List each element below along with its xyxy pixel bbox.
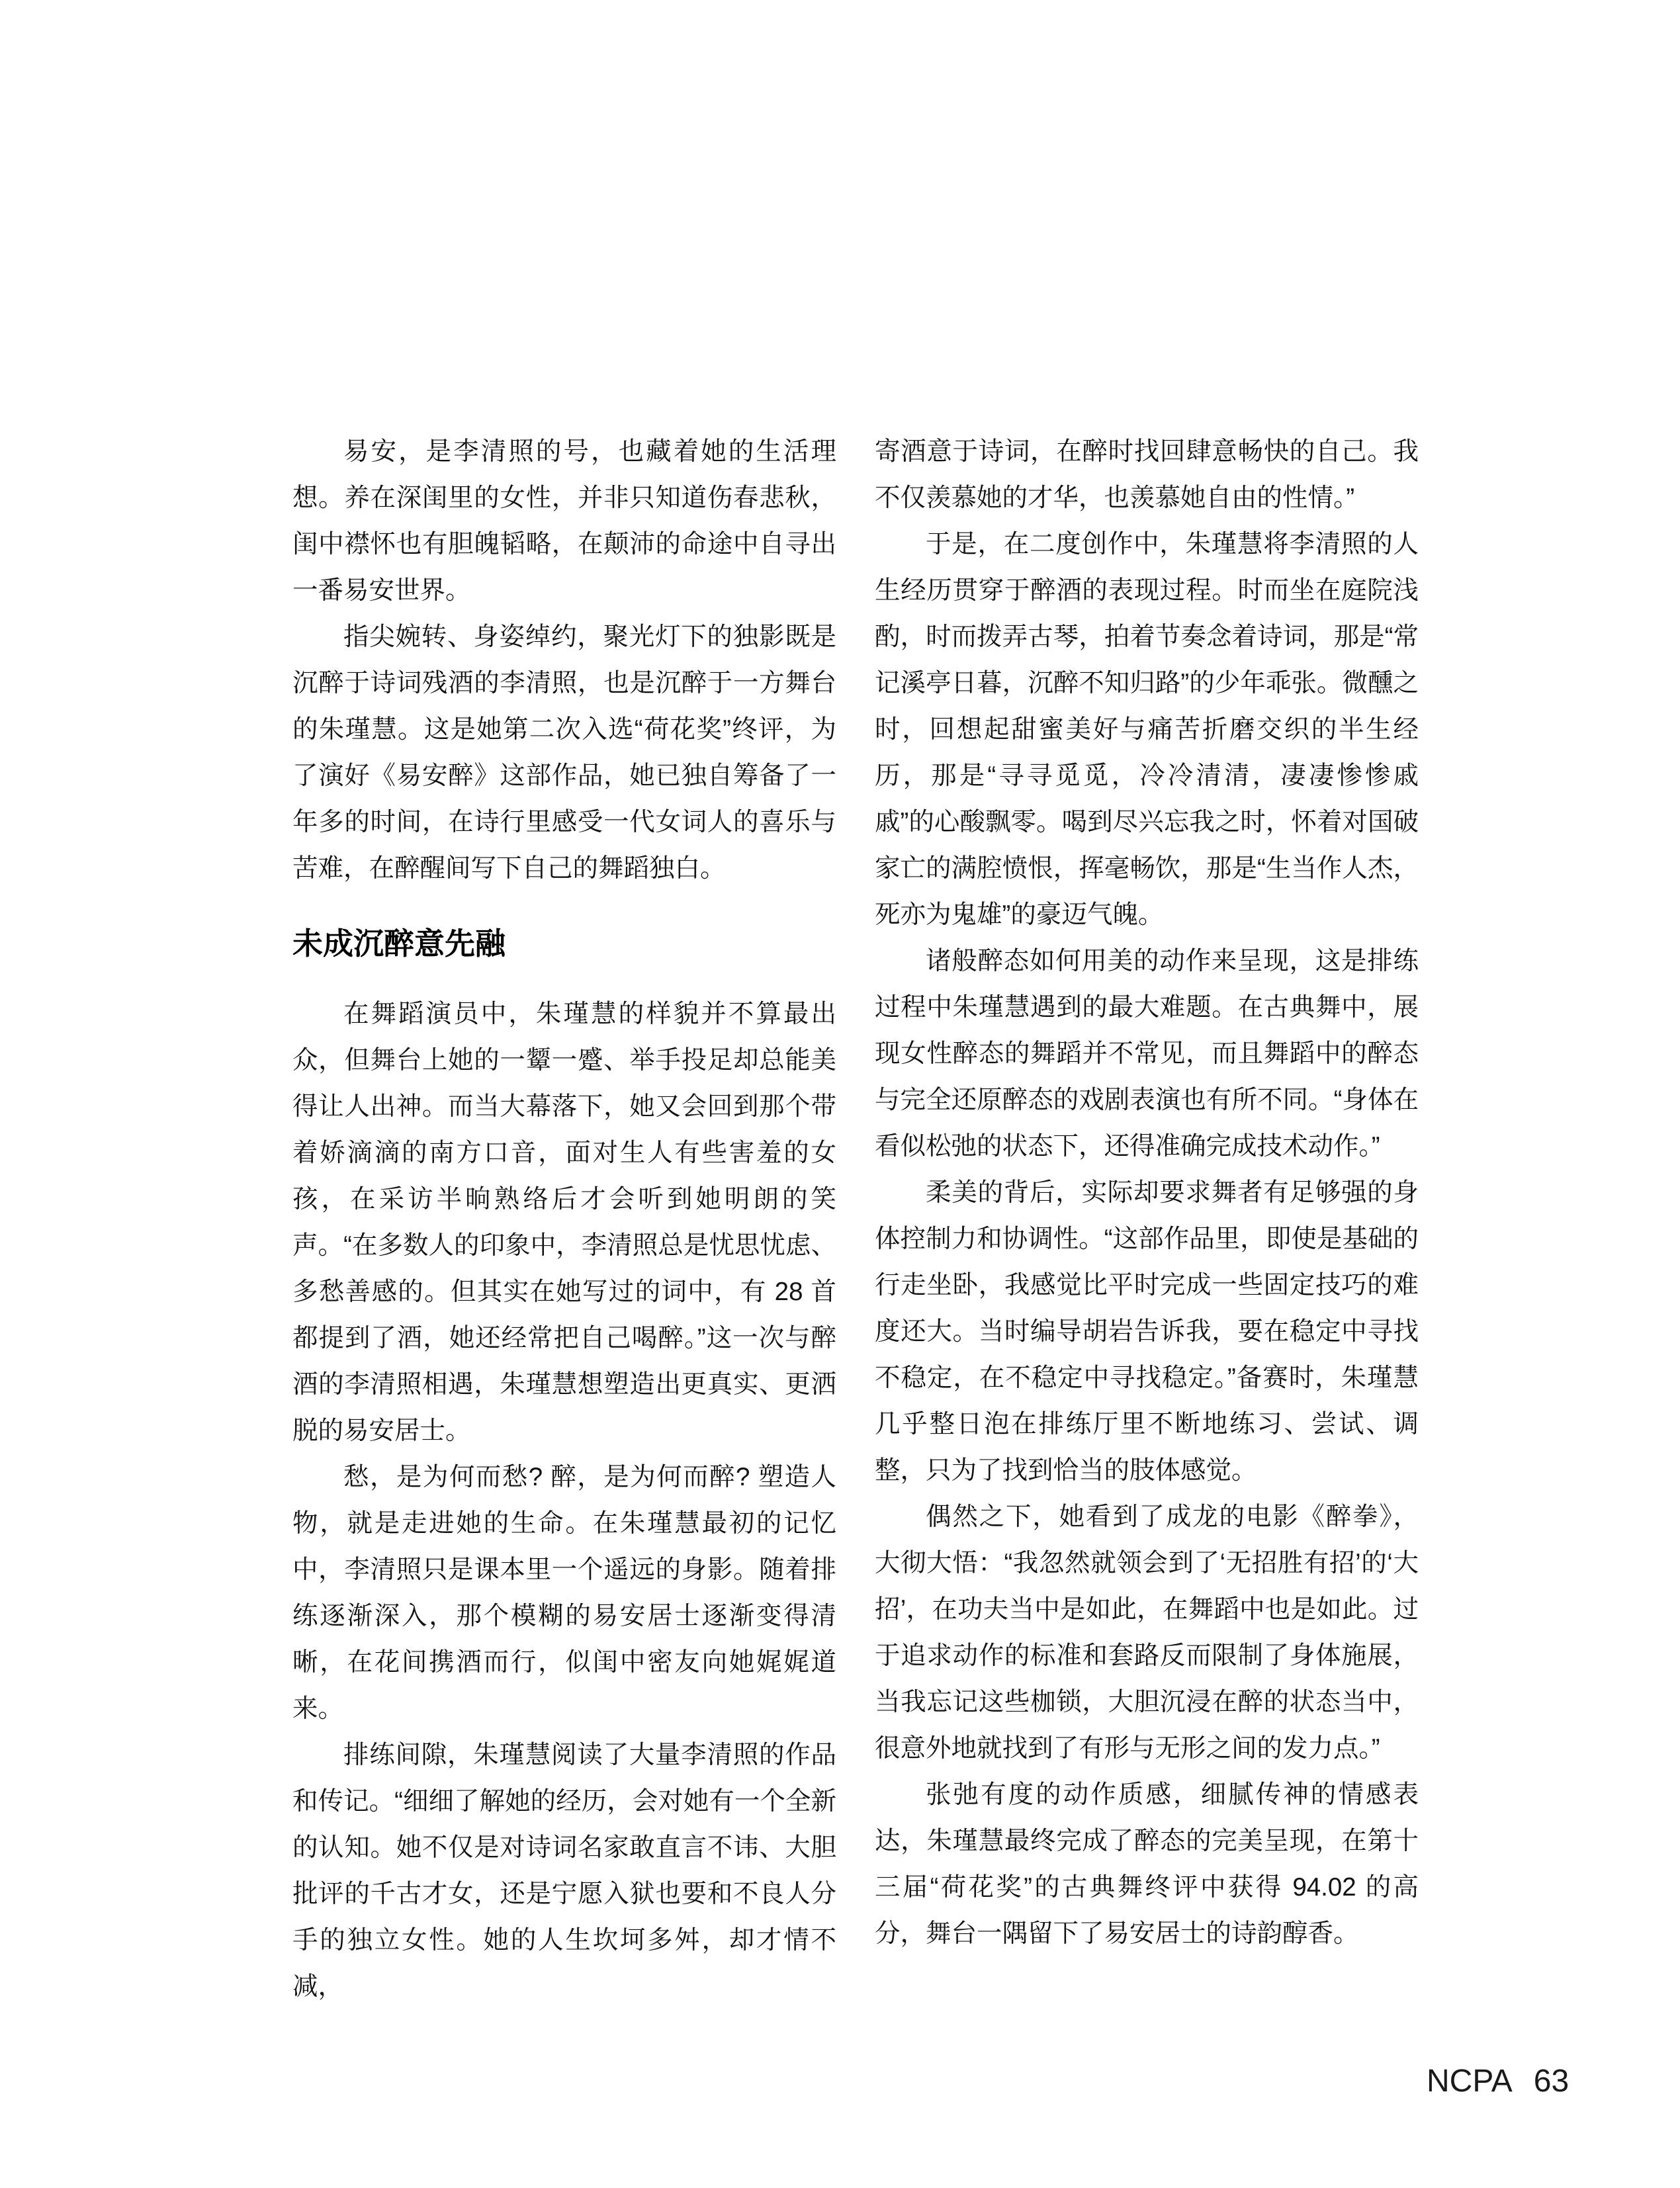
body-paragraph: 在舞蹈演员中，朱瑾慧的样貌并不算最出众，但舞台上她的一颦一蹙、举手投足却总能美得让人出神。而当大幕落下，她又会回到那个带着娇滴滴的南方口音，面对生人有些害羞的女孩，在采访半晌熟络后才会听到她明朗的笑声。“在多数人的印象中，李清照总是忧思忧虑、多愁善感的。但其实在她写过的词中，有 28 首都提到了酒，她还经常把自己喝醉。”这一次与醉酒的李清照相遇，朱瑾慧想塑造出更真实、更洒脱的易安居士。 <box>292 1000 836 1445</box>
page-number: 63 <box>1533 2064 1569 2099</box>
body-paragraph-continuation: 寄酒意于诗词，在醉时找回肆意畅快的自己。我不仅羡慕她的才华，也羡慕她自由的性情。” <box>875 437 1419 512</box>
body-paragraph: 柔美的背后，实际却要求舞者有足够强的身体控制力和协调性。“这部作品里，即使是基础的行走坐卧，我感觉比平时完成一些固定技巧的难度还大。当时编导胡岩告诉我，要在稳定中寻找不稳定，在不稳定中寻找稳定。”备赛时，朱瑾慧几乎整日泡在排练厅里不断地练习、尝试、调整，只为了找到恰当的肢体感觉。 <box>875 1178 1419 1485</box>
body-paragraph: 指尖婉转、身姿绰约，聚光灯下的独影既是沉醉于诗词残酒的李清照，也是沉醉于一方舞台的朱瑾慧。这是她第二次入选“荷花奖”终评，为了演好《易安醉》这部作品，她已独自筹备了一年多的时间，在诗行里感受一代女词人的喜乐与苦难，在醉醒间写下自己的舞蹈独白。 <box>292 623 836 883</box>
body-paragraph: 诸般醉态如何用美的动作来呈现，这是排练过程中朱瑾慧遇到的最大难题。在古典舞中，展现女性醉态的舞蹈并不常见，而且舞蹈中的醉态与完全还原醉态的戏剧表演也有所不同。“身体在看似松弛的状态下，还得准确完成技术动作。” <box>875 947 1419 1160</box>
body-paragraph: 易安，是李清照的号，也藏着她的生活理想。养在深闺里的女性，并非只知道伤春悲秋，闺中襟怀也有胆魄韬略，在颠沛的命途中自寻出一番易安世界。 <box>292 437 836 605</box>
body-paragraph: 张弛有度的动作质感，细腻传神的情感表达，朱瑾慧最终完成了醉态的完美呈现，在第十三届“荷花奖”的古典舞终评中获得 94.02 的高分，舞台一隅留下了易安居士的诗韵醇香。 <box>875 1780 1419 1948</box>
body-paragraph: 偶然之下，她看到了成龙的电影《醉拳》，大彻大悟：“我忽然就领会到了‘无招胜有招’的‘大招’，在功夫当中是如此，在舞蹈中也是如此。过于追求动作的标准和套路反而限制了身体施展，当我忘记这些枷锁，大胆沉浸在醉的状态当中，很意外地就找到了有形与无形之间的发力点。” <box>875 1503 1419 1763</box>
page-footer <box>1427 2063 1569 2100</box>
magazine-brand: NCPA <box>1427 2064 1513 2099</box>
body-paragraph: 于是，在二度创作中，朱瑾慧将李清照的人生经历贯穿于醉酒的表现过程。时而坐在庭院浅酌，时而拨弄古琴，拍着节奏念着诗词，那是“常记溪亭日暮，沉醉不知归路”的少年乖张。微醺之时，回想起甜蜜美好与痛苦折磨交织的半生经历，那是“寻寻觅觅，冷冷清清，凄凄惨惨戚戚”的心酸飘零。喝到尽兴忘我之时，怀着对国破家亡的满腔愤恨，挥毫畅饮，那是“生当作人杰，死亦为鬼雄”的豪迈气魄。 <box>875 530 1419 929</box>
left-column <box>292 429 836 2010</box>
section-heading: 未成沉醉意先融 <box>292 926 506 961</box>
body-paragraph: 排练间隙，朱瑾慧阅读了大量李清照的作品和传记。“细细了解她的经历，会对她有一个全新的认知。她不仅是对诗词名家敢直言不讳、大胆批评的千古才女，还是宁愿入狱也要和不良人分手的独立女性。她的人生坎坷多舛，却才情不减， <box>292 1741 836 2001</box>
body-paragraph: 愁，是为何而愁? 醉，是为何而醉? 塑造人物，就是走进她的生命。在朱瑾慧最初的记忆中，李清照只是课本里一个遥远的身影。随着排练逐渐深入，那个模糊的易安居士逐渐变得清晰，在花间携酒而行，似闺中密友向她娓娓道来。 <box>292 1463 836 1723</box>
right-column <box>875 429 1419 1957</box>
